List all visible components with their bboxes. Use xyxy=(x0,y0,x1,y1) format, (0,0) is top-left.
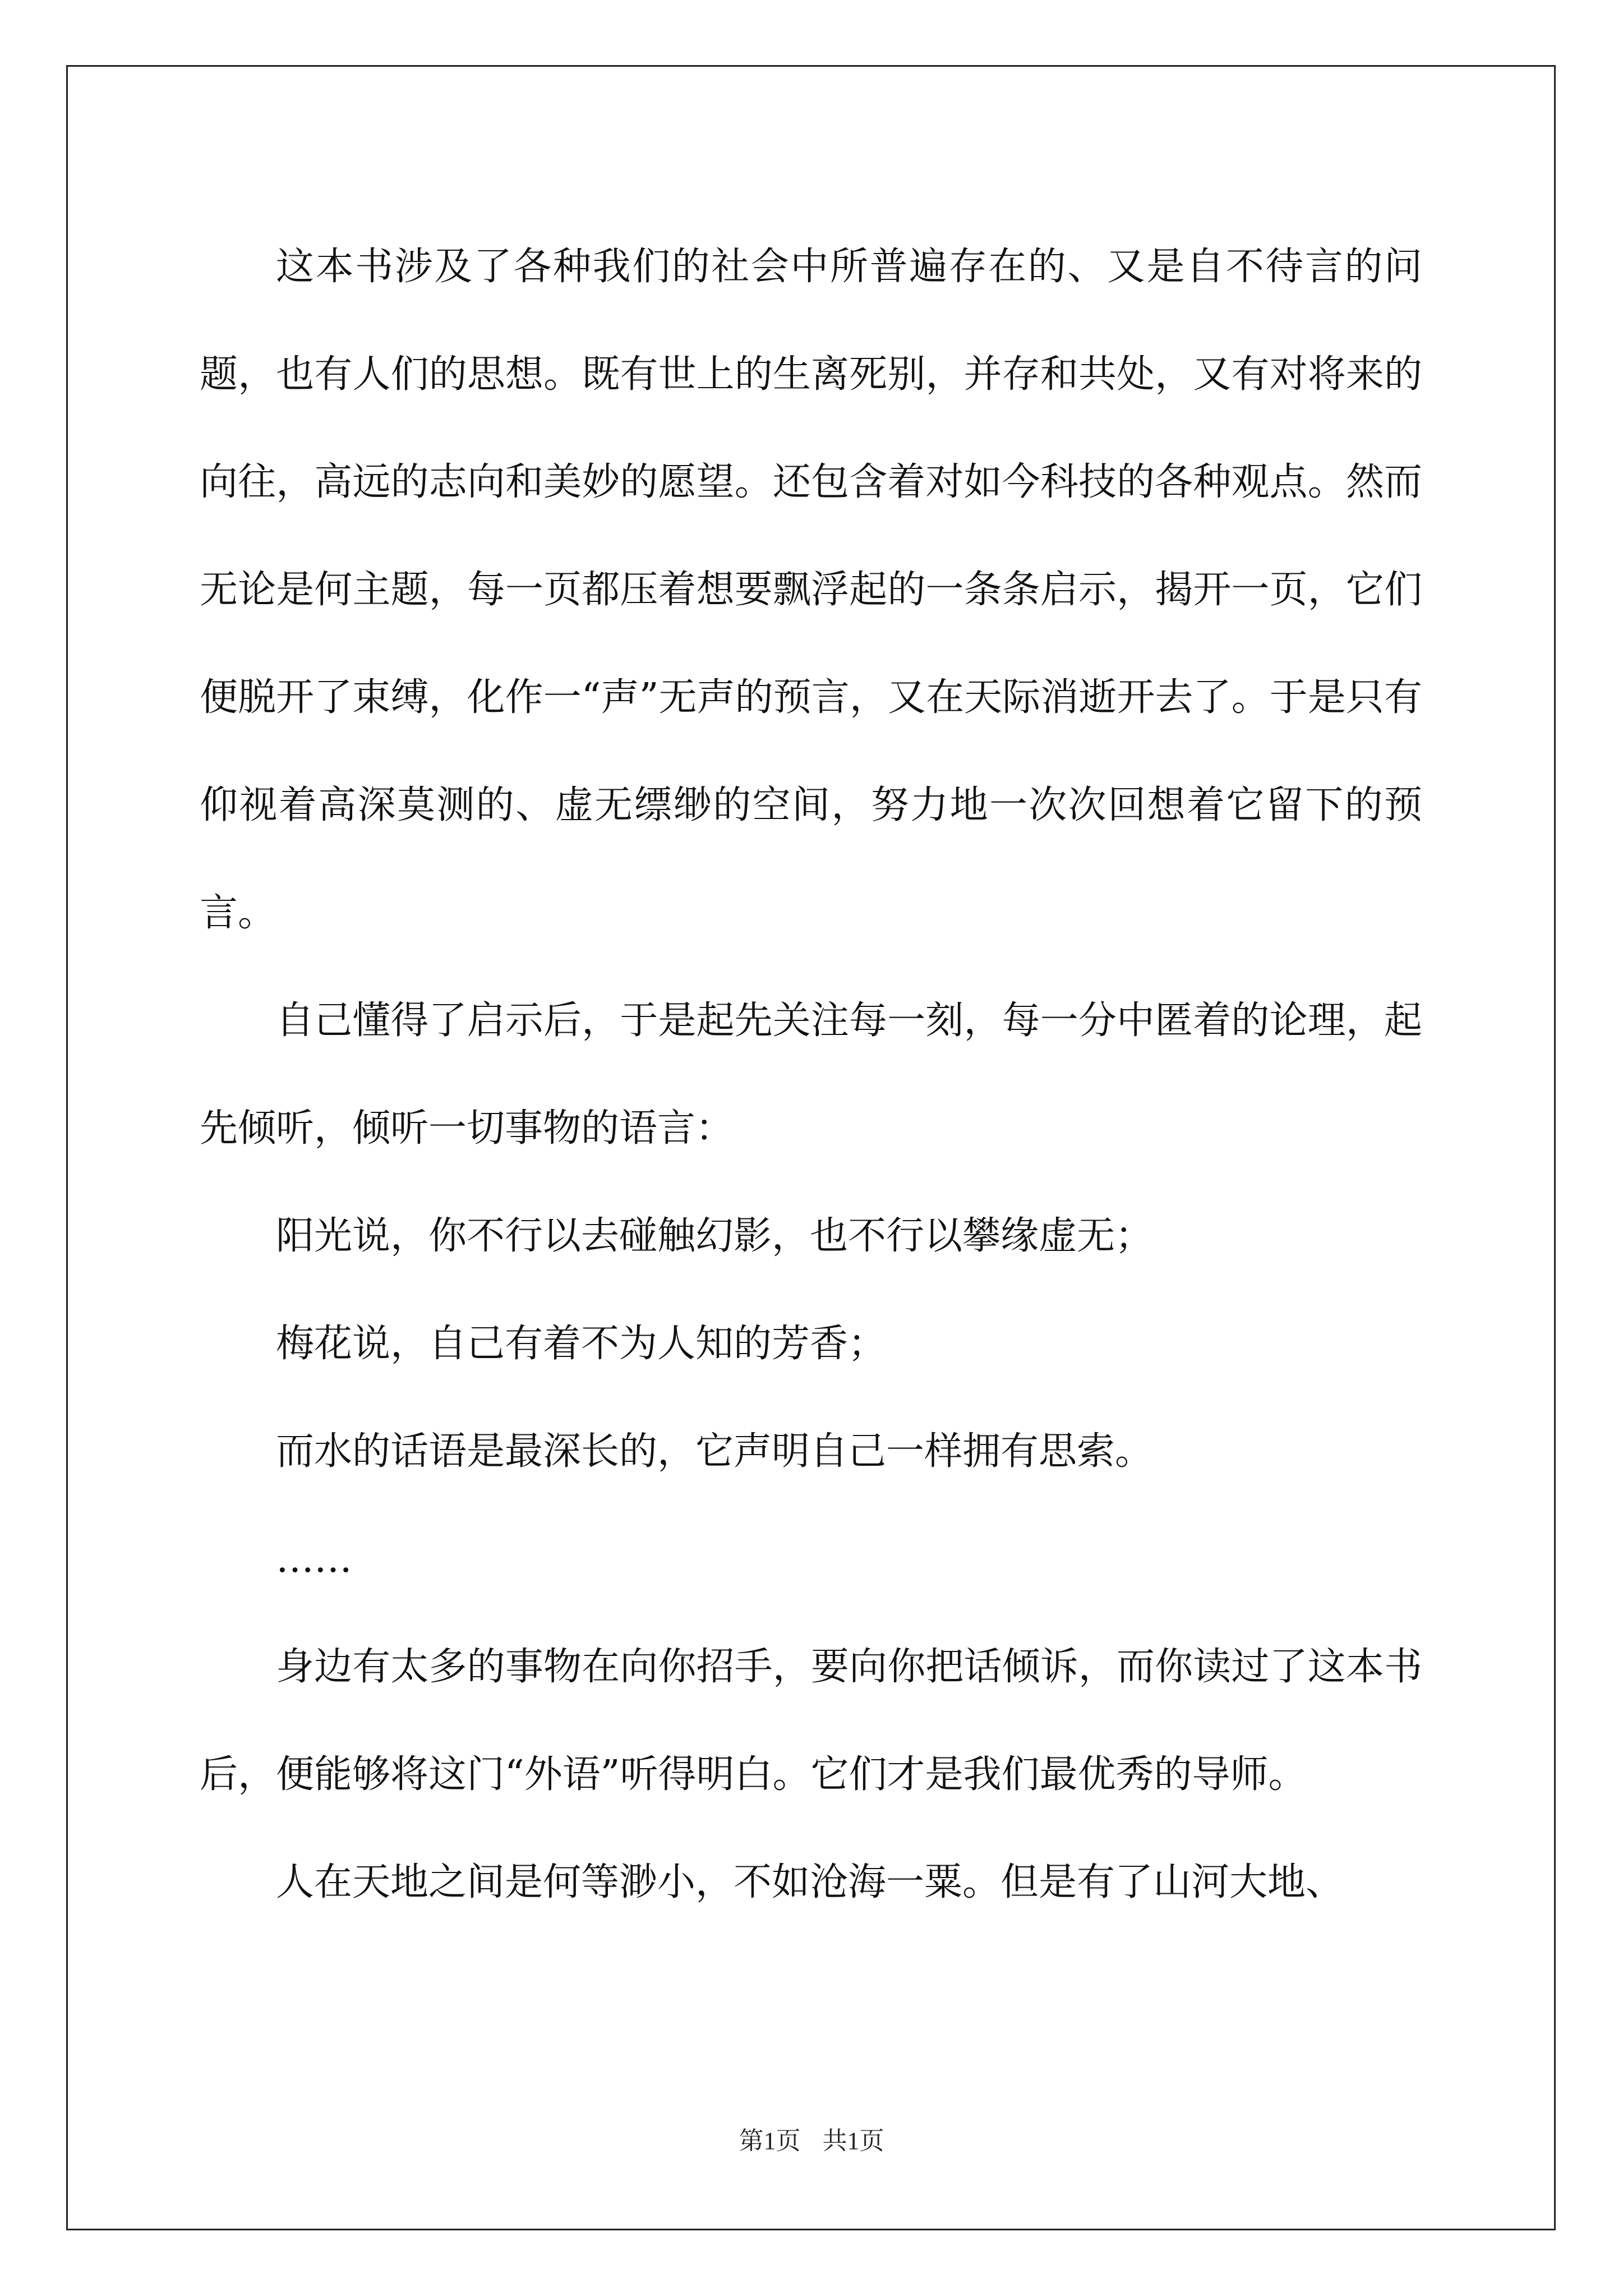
page-footer xyxy=(0,2120,1623,2156)
paragraph: 自己懂得了启示后，于是起先关注每一刻，每一分中匿着的论理，起先倾听，倾听一切事物的语言： xyxy=(200,999,1422,1151)
paragraph: 这本书涉及了各种我们的社会中所普遍存在的、又是自不待言的问题，也有人们的思想。既有世上的生离死别，并存和共处，又有对将来的向往，高远的志向和美妙的愿望。还包含着对如今科技的各种观点。然而无论是何主题，每一页都压着想要飘浮起的一条条启示，揭开一页，它们便脱开了束缚，化作一“声”无声的预言，又在天际消逝开去了。于是只有仰视着高深莫测的、虚无缥缈的空间，努力地一次次回想着它留下的预言。 xyxy=(200,245,1422,935)
page-number: 第1页 xyxy=(739,2127,801,2155)
paragraph: 梅花说，自己有着不为人知的芳香； xyxy=(276,1322,887,1366)
paragraph: 而水的话语是最深长的，它声明自己一样拥有思索。 xyxy=(276,1429,1154,1474)
document-body xyxy=(200,213,1422,1936)
paragraph: 人在天地之间是何等渺小，不如沧海一粟。但是有了山河大地、 xyxy=(276,1860,1344,1904)
ellipsis-paragraph: …… xyxy=(276,1537,352,1581)
page-total: 共1页 xyxy=(822,2127,884,2155)
paragraph: 阳光说，你不行以去碰触幻影，也不行以攀缘虚无； xyxy=(276,1214,1154,1258)
paragraph: 身边有太多的事物在向你招手，要向你把话倾诉，而你读过了这本书后，便能够将这门“外语”听得明白。它们才是我们最优秀的导师。 xyxy=(200,1645,1422,1797)
